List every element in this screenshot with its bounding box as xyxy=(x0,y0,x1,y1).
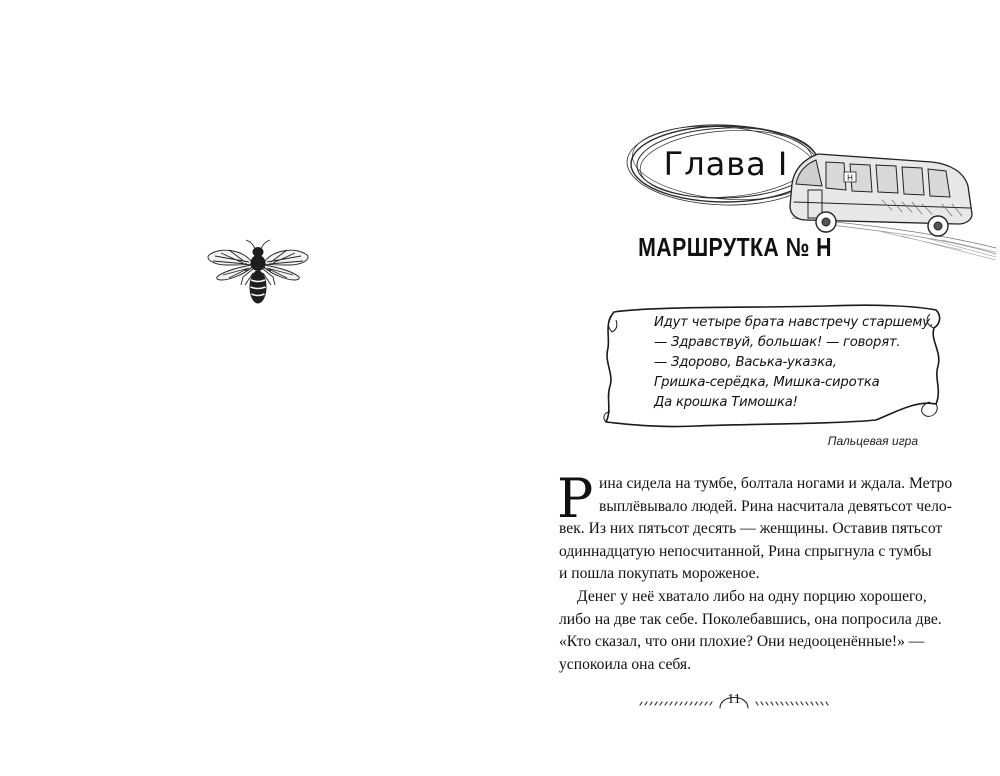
epigraph-line: — Здравствуй, большак! — говорят. xyxy=(654,335,901,350)
paragraph-line: либо на две так себе. Поколебавшись, она попросила две. xyxy=(559,610,942,628)
chapter-title: МАРШРУТКА № Н xyxy=(638,232,832,262)
chapter-label: Глава I xyxy=(663,145,789,183)
paragraph-line: одиннадцатую непосчитанной, Рина спрыгнула с тумбы xyxy=(559,542,932,560)
paragraph-line: успокоила она себя. xyxy=(559,655,691,673)
paragraph-line: и пошла покупать мороженое. xyxy=(559,565,760,583)
page-number: 11 xyxy=(727,692,741,707)
epigraph-line: Гришка-серёдка, Мишка-сиротка xyxy=(654,375,880,390)
drop-cap: Р xyxy=(557,467,594,530)
epigraph-source: Пальцевая игра xyxy=(827,434,918,448)
paragraph-line: «Кто сказал, что они плохие? Они недооценённые!» — xyxy=(559,633,925,651)
epigraph-line: Да крошка Тимошка! xyxy=(654,395,798,410)
paragraph-line: век. Из них пятьсот десять — женщины. Оставив пятьсот xyxy=(559,520,943,538)
epigraph-line: — Здорово, Васька-указка, xyxy=(654,355,837,370)
paragraph-line: выплёвывало людей. Рина насчитала девятьсот чело- xyxy=(599,497,952,515)
bus-sign: Н xyxy=(847,173,853,183)
bee-icon xyxy=(205,237,311,311)
paragraph-line: ина сидела на тумбе, болтала ногами и ждала. Метро xyxy=(599,475,953,492)
paragraph-line: Денег у неё хватало либо на одну порцию хорошего, xyxy=(577,587,927,605)
body-text xyxy=(559,473,953,676)
epigraph-line: Идут четыре брата навстречу старшему. xyxy=(654,315,934,330)
epigraph xyxy=(654,313,934,413)
page-footer xyxy=(636,688,831,712)
